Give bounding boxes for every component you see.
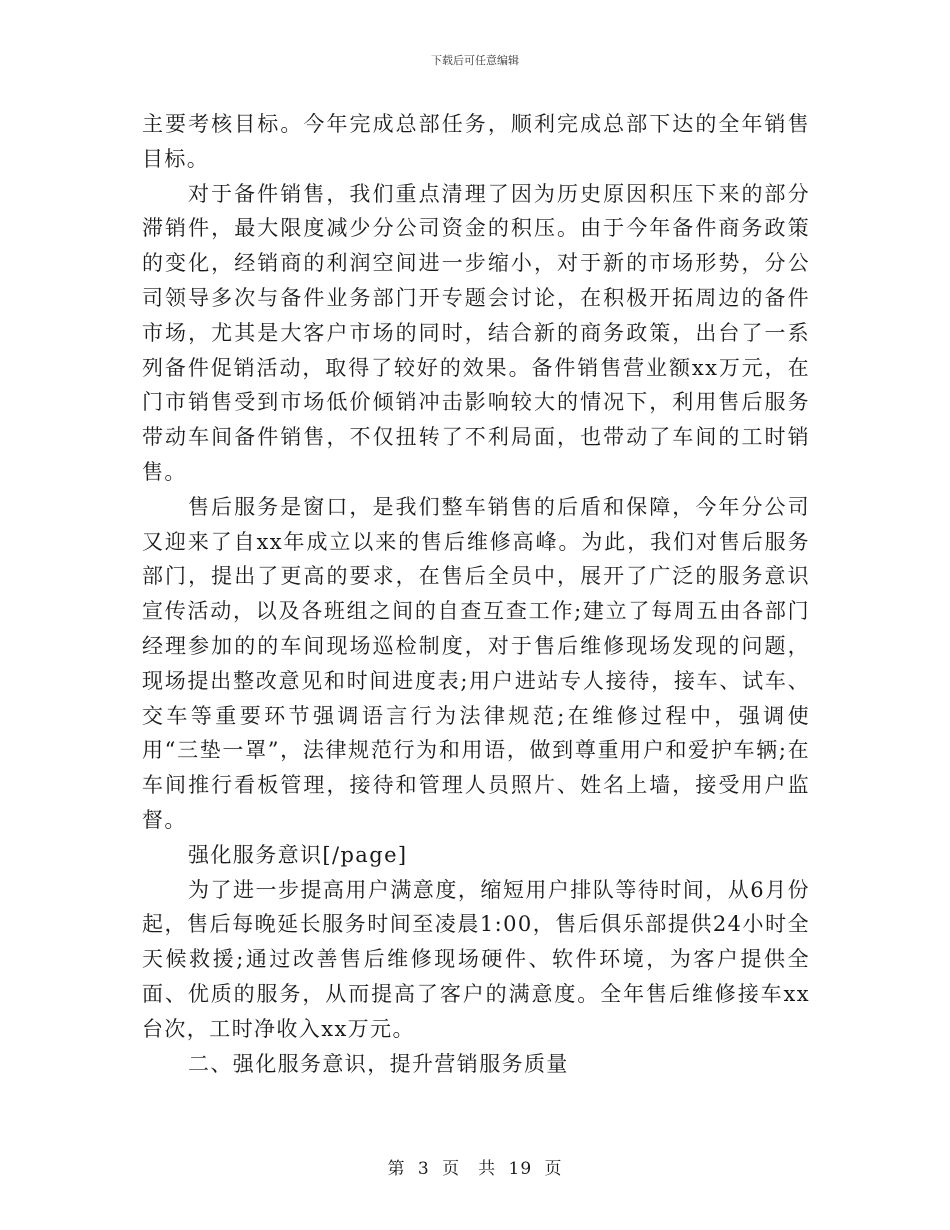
paragraph-2: 对于备件销售，我们重点清理了因为历史原因积压下来的部分滞销件，最大限度减少分公司资金的积压。由于今年备件商务政策的变化，经销商的利润空间进一步缩小，对于新的市场形势，分公司领导多次与备件业务部门开专题会讨论，在积极开拓周边的备件市场，尤其是大客户市场的同时，结合新的商务政策，出台了一系列备件促销活动，取得了较好的效果。备件销售营业额xx万元，在门市销售受到市场低价倾销冲击影响较大的情况下，利用售后服务带动车间备件销售，不仅扭转了不利局面，也带动了车间的工时销售。: [142, 181, 810, 484]
paragraph-5: 为了进一步提高用户满意度，缩短用户排队等待时间，从6月份起，售后每晚延长服务时间至凌晨1:00，售后俱乐部提供24小时全天候救援;通过改善售后维修现场硬件、软件环境，为客户提供全面、优质的服务，从而提高了客户的满意度。全年售后维修接车xx台次，工时净收入xx万元。: [142, 877, 810, 1041]
footer-middle: 页 共: [442, 1159, 497, 1179]
current-page-number: 3: [417, 1159, 430, 1179]
section-heading: 二、强化服务意识，提升营销服务质量: [188, 1051, 569, 1076]
paragraph-4: 强化服务意识[/page]: [188, 842, 408, 867]
total-page-count: 19: [508, 1159, 533, 1179]
document-body: [142, 107, 810, 1081]
paragraph-3: 售后服务是窗口，是我们整车销售的后盾和保障，今年分公司又迎来了自xx年成立以来的售后维修高峰。为此，我们对售后服务部门，提出了更高的要求，在售后全员中，展开了广泛的服务意识宣传活动，以及各班组之间的自查互查工作;建立了每周五由各部门经理参加的的车间现场巡检制度，对于售后维修现场发现的问题，现场提出整改意见和时间进度表;用户进站专人接待，接车、试车、交车等重要环节强调语言行为法律规范;在维修过程中，强调使用“三垫一罩”，法律规范行为和用语，做到尊重用户和爱护车辆;在车间推行看板管理，接待和管理人员照片、姓名上墙，接受用户监督。: [142, 494, 810, 832]
page-footer: [0, 1154, 950, 1179]
paragraph-1: 主要考核目标。今年完成总部任务，顺利完成总部下达的全年销售目标。: [142, 112, 810, 171]
page-header: 下载后可任意编辑: [431, 54, 519, 67]
footer-suffix: 页: [544, 1159, 563, 1179]
footer-prefix: 第: [387, 1159, 406, 1179]
